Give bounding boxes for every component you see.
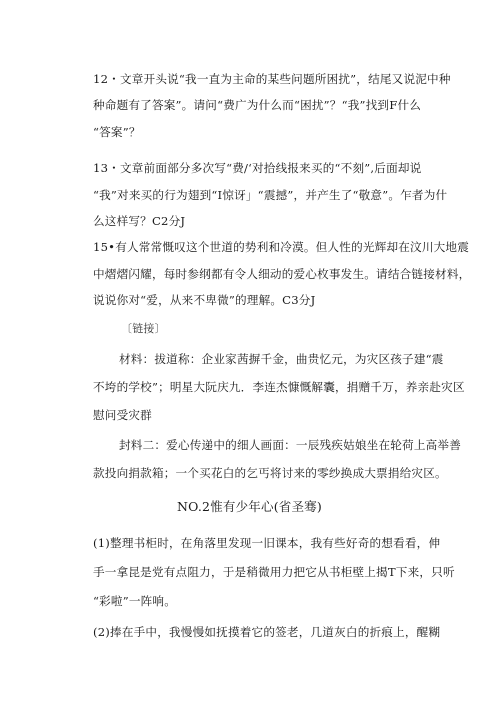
question-12-line-2: 种命题有了答案”。请问“费广为什么而“困扰”？“我”找到F什么 bbox=[93, 98, 422, 112]
paragraph-1-line-1: (1)整理书柜时，在角落里发现一旧课本，我有些好奇的想看看，伸 bbox=[93, 536, 441, 550]
question-13-line-1: 13・文章前面部分多次写“费/‘对拾线报来买的“不刻”,后面却说 bbox=[93, 161, 422, 175]
question-12-line-3: “答案”？ bbox=[93, 125, 141, 139]
question-15-line-1: 15•有人常常慨叹这个世道的势利和冷漠。但人性的光辉却在汶川大地震 bbox=[93, 240, 470, 254]
question-12-line-1: 12・文章开头说“我一直为主命的某些问题所困扰”，结尾又说泥中种 bbox=[93, 72, 451, 86]
material-1-line-1: 材料：拔道称：企业家茜摒千金，曲贵忆元，为灾区孩子建“震 bbox=[119, 352, 444, 366]
paragraph-1-line-2: 手一拿昆是党有点阻力，于是稍微用力把它从书柜壁上揭T下来，只听 bbox=[93, 565, 455, 579]
material-2-line-1: 封料二：爱心传递中的细人画面：一辰残疾姑娘坐在轮荷上高举善 bbox=[119, 438, 462, 452]
material-1-line-2: 不垮的学校”；明星大阮庆九．李连杰慷慨解囊，捐赠千万，养亲赴灾区 bbox=[93, 380, 465, 394]
question-13-line-2: “我”对来买的行为翅到“I惊讶」“震撼”，并产生了“敬意”。乍者为什 bbox=[93, 188, 448, 202]
question-13-line-3: 么这样写？C2分J bbox=[93, 214, 186, 228]
material-1-line-3: 慰问受灾群 bbox=[93, 408, 152, 422]
link-heading: 〔链接〕 bbox=[121, 322, 166, 335]
question-15-line-2: 中熠熠闪耀，每时参纲都有令人细动的爱心枚事发生。请结合链接材料， bbox=[93, 267, 471, 281]
section-title: NO.2惟有少年心(省圣骞) bbox=[177, 499, 322, 514]
question-15-line-3: 说说你对“爱，从来不卑微”的理解。C3分J bbox=[93, 293, 316, 307]
material-2-line-2: 款投向捐款箱；一个买花白的乞丐将讨来的零纱换成大票捐给灾区。 bbox=[93, 466, 447, 480]
paragraph-1-line-3: “彩啦”一阵响。 bbox=[93, 594, 177, 608]
paragraph-2-line-1: (2)捧在手中，我慢慢如抚摸着它的签老，几道灰白的折痕上，醒糊 bbox=[93, 625, 441, 639]
